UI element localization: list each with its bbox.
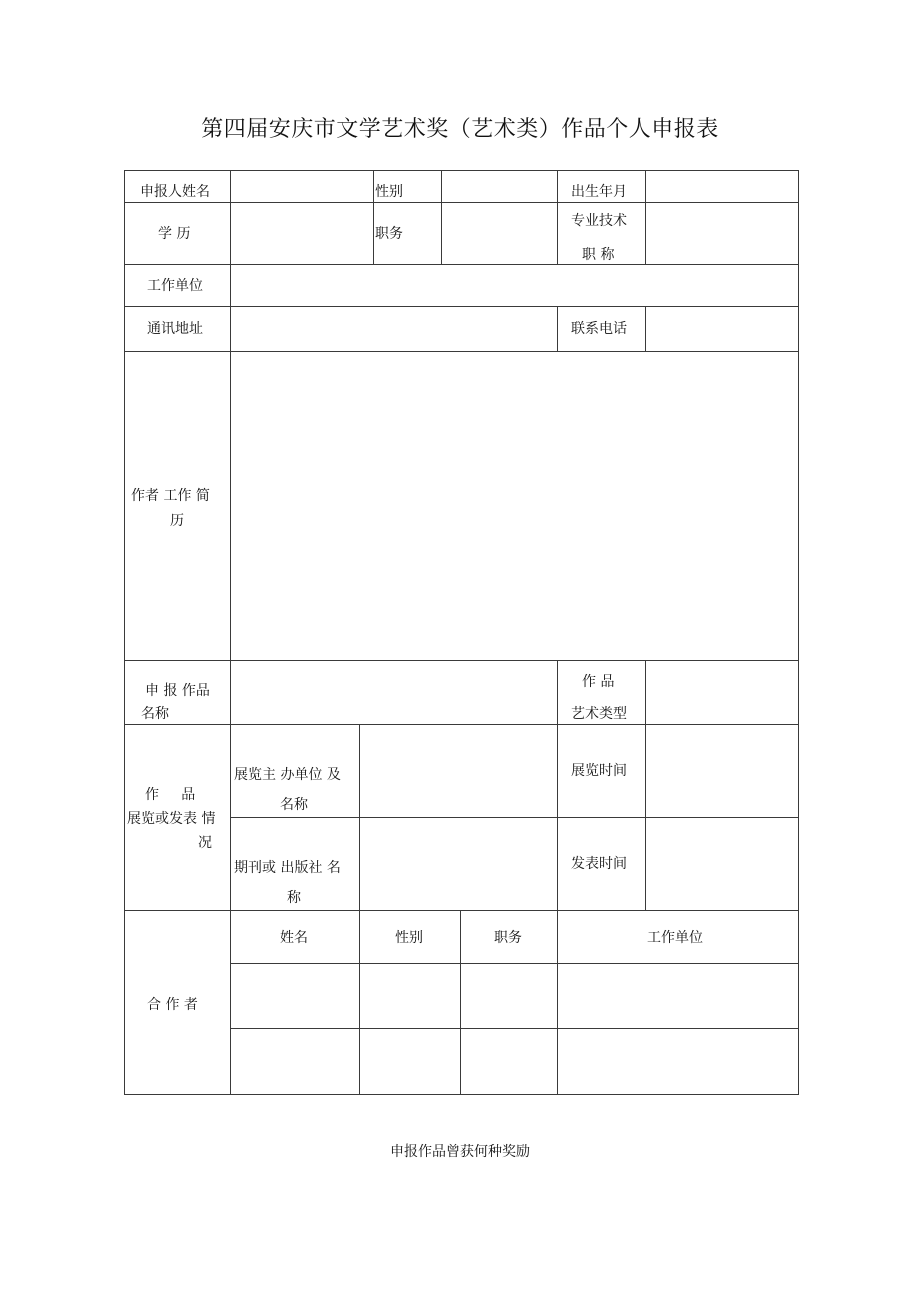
gender-label: 性别: [375, 184, 403, 200]
education-field[interactable]: [231, 203, 373, 264]
position-label: 职务: [375, 226, 403, 242]
publish-time-field[interactable]: [646, 818, 798, 910]
coauthor-row-1[interactable]: [231, 964, 798, 1028]
exhibit-time-field[interactable]: [646, 725, 798, 817]
organizer-label-line1: 展览主 办单位 及: [234, 767, 341, 783]
resume-label-line1: 作者 工作 简: [131, 488, 210, 504]
work-unit-label: 工作单位: [147, 278, 203, 294]
exhibit-label-line3: 况: [198, 835, 212, 851]
coauthor-name-header: 姓名: [280, 930, 308, 946]
art-type-label-line2: 艺术类型: [571, 706, 627, 722]
work-name-label-line1: 申 报 作品: [145, 683, 210, 699]
coauthor-unit-header: 工作单位: [647, 930, 703, 946]
coauthor-position-header: 职务: [494, 930, 522, 946]
phone-label: 联系电话: [571, 321, 627, 337]
publisher-label-line2: 称: [287, 890, 301, 906]
coauthor-gender-header: 性别: [395, 930, 423, 946]
address-field[interactable]: [231, 307, 557, 351]
birth-label: 出生年月: [571, 184, 627, 200]
work-name-label-line2: 名称: [141, 706, 169, 722]
resume-label-line2: 历: [170, 513, 184, 529]
tech-title-label-line2: 职 称: [582, 247, 615, 263]
exhibit-label-line1: 作 品: [145, 787, 196, 803]
applicant-name-field[interactable]: [231, 171, 373, 202]
publisher-label-line1: 期刊或 出版社 名: [234, 860, 341, 876]
resume-field[interactable]: [231, 352, 798, 660]
publisher-field[interactable]: [360, 818, 557, 910]
position-field[interactable]: [442, 203, 557, 264]
art-type-label-line1: 作 品: [582, 674, 615, 690]
phone-field[interactable]: [646, 307, 798, 351]
art-type-field[interactable]: [646, 661, 798, 724]
work-unit-field[interactable]: [231, 265, 798, 306]
education-label: 学 历: [158, 226, 191, 242]
gender-field[interactable]: [442, 171, 557, 202]
organizer-label-line2: 名称: [280, 797, 308, 813]
tech-title-label-line1: 专业技术: [571, 213, 627, 229]
birth-field[interactable]: [646, 171, 798, 202]
coauthor-label: 合 作 者: [147, 997, 198, 1013]
address-label: 通讯地址: [147, 321, 203, 337]
applicant-name-label: 申报人姓名: [140, 184, 210, 200]
exhibit-label-line2: 展览或发表 情: [127, 811, 216, 827]
coauthor-row-2[interactable]: [231, 1029, 798, 1094]
award-history-heading: 申报作品曾获何种奖励: [390, 1144, 530, 1160]
publish-time-label: 发表时间: [571, 856, 627, 872]
tech-title-field[interactable]: [646, 203, 798, 264]
page-title: 第四届安庆市文学艺术奖（艺术类）作品个人申报表: [201, 117, 719, 142]
work-name-field[interactable]: [231, 661, 557, 724]
exhibit-time-label: 展览时间: [571, 763, 627, 779]
organizer-field[interactable]: [360, 725, 557, 817]
